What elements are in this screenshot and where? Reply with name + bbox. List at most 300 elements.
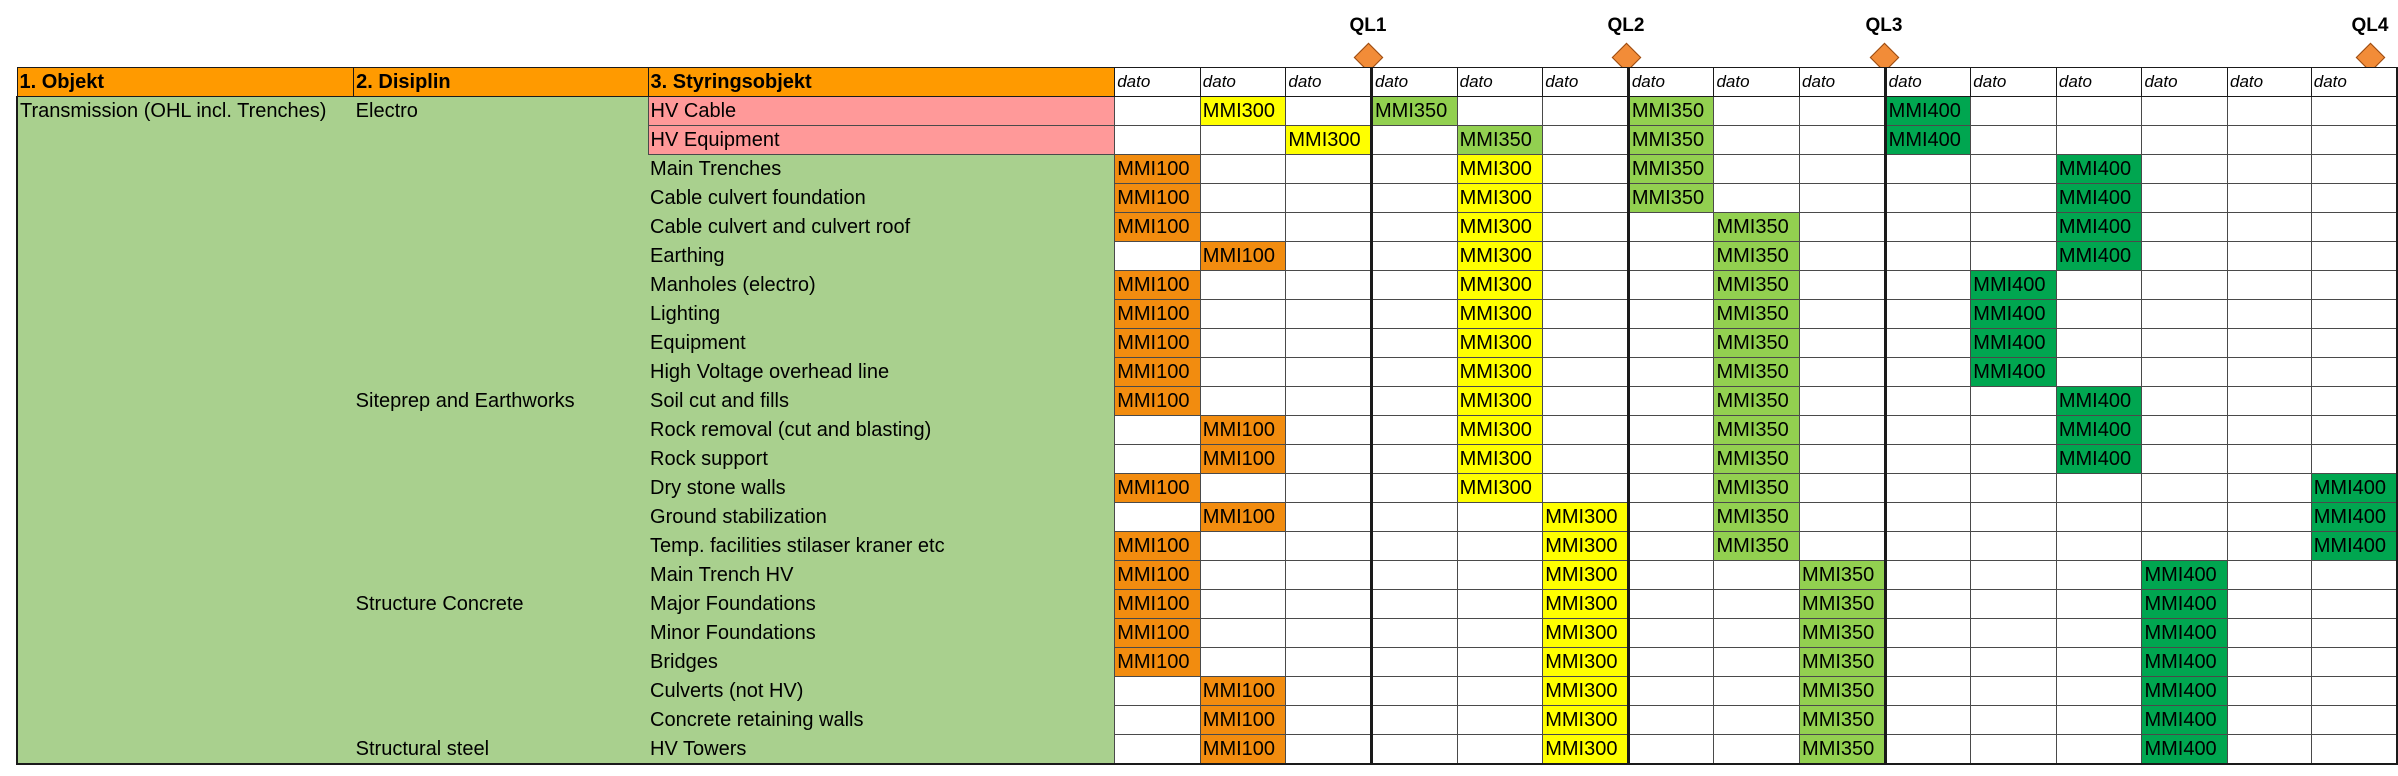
empty-date-cell[interactable] <box>2142 358 2228 387</box>
empty-date-cell[interactable] <box>1200 619 1286 648</box>
mmi-cell[interactable]: MMI350 <box>1714 445 1800 474</box>
empty-date-cell[interactable] <box>1543 416 1629 445</box>
empty-date-cell[interactable] <box>1971 387 2057 416</box>
mmi-cell[interactable]: MMI350 <box>1800 590 1886 619</box>
styringsobjekt-cell[interactable]: Dry stone walls <box>648 474 1115 503</box>
empty-date-cell[interactable] <box>2056 97 2142 126</box>
empty-date-cell[interactable] <box>2228 619 2312 648</box>
empty-date-cell[interactable] <box>1628 416 1714 445</box>
mmi-cell[interactable]: MMI300 <box>1457 358 1543 387</box>
mmi-cell[interactable]: MMI350 <box>1628 155 1714 184</box>
empty-date-cell[interactable] <box>1714 590 1800 619</box>
empty-date-cell[interactable] <box>2228 590 2312 619</box>
empty-date-cell[interactable] <box>2228 706 2312 735</box>
disiplin-cell[interactable] <box>354 474 648 503</box>
mmi-cell[interactable]: MMI350 <box>1714 503 1800 532</box>
disiplin-cell[interactable] <box>354 155 648 184</box>
empty-date-cell[interactable] <box>1372 503 1458 532</box>
empty-date-cell[interactable] <box>2228 271 2312 300</box>
empty-date-cell[interactable] <box>1115 126 1201 155</box>
mmi-cell[interactable]: MMI300 <box>1286 126 1372 155</box>
empty-date-cell[interactable] <box>1372 126 1458 155</box>
empty-date-cell[interactable] <box>2311 590 2397 619</box>
mmi-cell[interactable]: MMI400 <box>2142 735 2228 765</box>
disiplin-cell[interactable] <box>354 532 648 561</box>
empty-date-cell[interactable] <box>2311 677 2397 706</box>
empty-date-cell[interactable] <box>1200 532 1286 561</box>
empty-date-cell[interactable] <box>1543 213 1629 242</box>
mmi-cell[interactable]: MMI100 <box>1115 619 1201 648</box>
empty-date-cell[interactable] <box>2056 590 2142 619</box>
empty-date-cell[interactable] <box>1971 97 2057 126</box>
empty-date-cell[interactable] <box>1971 619 2057 648</box>
mmi-cell[interactable]: MMI400 <box>2311 503 2397 532</box>
date-header-12[interactable]: dato <box>2056 68 2142 97</box>
disiplin-cell[interactable] <box>354 503 648 532</box>
empty-date-cell[interactable] <box>1286 387 1372 416</box>
empty-date-cell[interactable] <box>1971 532 2057 561</box>
mmi-cell[interactable]: MMI400 <box>2056 416 2142 445</box>
empty-date-cell[interactable] <box>1200 126 1286 155</box>
empty-date-cell[interactable] <box>1372 184 1458 213</box>
empty-date-cell[interactable] <box>1800 329 1886 358</box>
empty-date-cell[interactable] <box>2142 97 2228 126</box>
styringsobjekt-cell[interactable]: High Voltage overhead line <box>648 358 1115 387</box>
mmi-cell[interactable]: MMI400 <box>2142 590 2228 619</box>
date-header-4[interactable]: dato <box>1372 68 1458 97</box>
mmi-cell[interactable]: MMI100 <box>1200 242 1286 271</box>
empty-date-cell[interactable] <box>1628 474 1714 503</box>
empty-date-cell[interactable] <box>2056 561 2142 590</box>
date-header-15[interactable]: dato <box>2311 68 2397 97</box>
empty-date-cell[interactable] <box>1971 474 2057 503</box>
date-header-10[interactable]: dato <box>1885 68 1971 97</box>
empty-date-cell[interactable] <box>1885 677 1971 706</box>
mmi-cell[interactable]: MMI400 <box>2056 155 2142 184</box>
mmi-cell[interactable]: MMI350 <box>1372 97 1458 126</box>
styringsobjekt-cell[interactable]: Minor Foundations <box>648 619 1115 648</box>
empty-date-cell[interactable] <box>1543 358 1629 387</box>
mmi-cell[interactable]: MMI350 <box>1800 735 1886 765</box>
disiplin-cell[interactable] <box>354 706 648 735</box>
mmi-cell[interactable]: MMI100 <box>1115 271 1201 300</box>
empty-date-cell[interactable] <box>1200 648 1286 677</box>
empty-date-cell[interactable] <box>1971 735 2057 765</box>
disiplin-cell[interactable] <box>354 184 648 213</box>
empty-date-cell[interactable] <box>1885 590 1971 619</box>
empty-date-cell[interactable] <box>1115 97 1201 126</box>
mmi-cell[interactable]: MMI300 <box>1457 184 1543 213</box>
date-header-9[interactable]: dato <box>1800 68 1886 97</box>
styringsobjekt-cell[interactable]: Culverts (not HV) <box>648 677 1115 706</box>
empty-date-cell[interactable] <box>1286 213 1372 242</box>
empty-date-cell[interactable] <box>1714 126 1800 155</box>
empty-date-cell[interactable] <box>1543 242 1629 271</box>
empty-date-cell[interactable] <box>1885 503 1971 532</box>
mmi-cell[interactable]: MMI350 <box>1628 97 1714 126</box>
mmi-cell[interactable]: MMI350 <box>1714 242 1800 271</box>
empty-date-cell[interactable] <box>1800 416 1886 445</box>
empty-date-cell[interactable] <box>1800 358 1886 387</box>
empty-date-cell[interactable] <box>1543 445 1629 474</box>
empty-date-cell[interactable] <box>1885 445 1971 474</box>
empty-date-cell[interactable] <box>1628 242 1714 271</box>
empty-date-cell[interactable] <box>2311 184 2397 213</box>
mmi-cell[interactable]: MMI400 <box>2311 474 2397 503</box>
empty-date-cell[interactable] <box>1800 503 1886 532</box>
styringsobjekt-cell[interactable]: HV Equipment <box>648 126 1115 155</box>
empty-date-cell[interactable] <box>1457 97 1543 126</box>
mmi-cell[interactable]: MMI300 <box>1543 648 1629 677</box>
mmi-cell[interactable]: MMI300 <box>1457 445 1543 474</box>
styringsobjekt-cell[interactable]: Rock support <box>648 445 1115 474</box>
empty-date-cell[interactable] <box>1457 735 1543 765</box>
empty-date-cell[interactable] <box>1714 706 1800 735</box>
empty-date-cell[interactable] <box>1800 474 1886 503</box>
styringsobjekt-cell[interactable]: Main Trenches <box>648 155 1115 184</box>
disiplin-cell[interactable] <box>354 648 648 677</box>
empty-date-cell[interactable] <box>2228 213 2312 242</box>
mmi-cell[interactable]: MMI350 <box>1800 561 1886 590</box>
objekt-cell[interactable] <box>17 387 354 416</box>
empty-date-cell[interactable] <box>1628 271 1714 300</box>
empty-date-cell[interactable] <box>2142 503 2228 532</box>
objekt-cell[interactable]: Transmission (OHL incl. Trenches) <box>17 97 354 126</box>
mmi-cell[interactable]: MMI350 <box>1628 184 1714 213</box>
empty-date-cell[interactable] <box>1372 648 1458 677</box>
empty-date-cell[interactable] <box>1885 735 1971 765</box>
mmi-cell[interactable]: MMI400 <box>2056 213 2142 242</box>
empty-date-cell[interactable] <box>2311 271 2397 300</box>
mmi-cell[interactable]: MMI300 <box>1457 329 1543 358</box>
mmi-cell[interactable]: MMI300 <box>1457 271 1543 300</box>
empty-date-cell[interactable] <box>1971 155 2057 184</box>
empty-date-cell[interactable] <box>2056 677 2142 706</box>
objekt-cell[interactable] <box>17 561 354 590</box>
disiplin-cell[interactable]: Structure Concrete <box>354 590 648 619</box>
empty-date-cell[interactable] <box>1200 387 1286 416</box>
mmi-cell[interactable]: MMI350 <box>1800 677 1886 706</box>
empty-date-cell[interactable] <box>1372 474 1458 503</box>
empty-date-cell[interactable] <box>1200 474 1286 503</box>
empty-date-cell[interactable] <box>1115 416 1201 445</box>
empty-date-cell[interactable] <box>1457 590 1543 619</box>
empty-date-cell[interactable] <box>2056 474 2142 503</box>
mmi-cell[interactable]: MMI300 <box>1200 97 1286 126</box>
empty-date-cell[interactable] <box>1714 677 1800 706</box>
mmi-cell[interactable]: MMI100 <box>1115 590 1201 619</box>
empty-date-cell[interactable] <box>1115 445 1201 474</box>
empty-date-cell[interactable] <box>2056 648 2142 677</box>
empty-date-cell[interactable] <box>2311 387 2397 416</box>
empty-date-cell[interactable] <box>1628 213 1714 242</box>
empty-date-cell[interactable] <box>1200 358 1286 387</box>
empty-date-cell[interactable] <box>1971 677 2057 706</box>
empty-date-cell[interactable] <box>1286 503 1372 532</box>
empty-date-cell[interactable] <box>2311 706 2397 735</box>
mmi-cell[interactable]: MMI300 <box>1543 735 1629 765</box>
empty-date-cell[interactable] <box>1543 126 1629 155</box>
mmi-cell[interactable]: MMI300 <box>1457 300 1543 329</box>
empty-date-cell[interactable] <box>1800 126 1886 155</box>
styringsobjekt-cell[interactable]: Equipment <box>648 329 1115 358</box>
empty-date-cell[interactable] <box>1372 416 1458 445</box>
empty-date-cell[interactable] <box>1372 329 1458 358</box>
empty-date-cell[interactable] <box>2056 126 2142 155</box>
empty-date-cell[interactable] <box>2228 358 2312 387</box>
empty-date-cell[interactable] <box>2228 184 2312 213</box>
date-header-2[interactable]: dato <box>1200 68 1286 97</box>
empty-date-cell[interactable] <box>1628 387 1714 416</box>
date-header-5[interactable]: dato <box>1457 68 1543 97</box>
mmi-cell[interactable]: MMI350 <box>1800 648 1886 677</box>
empty-date-cell[interactable] <box>1286 155 1372 184</box>
empty-date-cell[interactable] <box>2228 735 2312 765</box>
empty-date-cell[interactable] <box>2311 619 2397 648</box>
empty-date-cell[interactable] <box>1885 155 1971 184</box>
empty-date-cell[interactable] <box>1971 416 2057 445</box>
empty-date-cell[interactable] <box>1200 213 1286 242</box>
styringsobjekt-cell[interactable]: Major Foundations <box>648 590 1115 619</box>
empty-date-cell[interactable] <box>2311 155 2397 184</box>
disiplin-cell[interactable]: Electro <box>354 97 648 126</box>
empty-date-cell[interactable] <box>2228 503 2312 532</box>
mmi-cell[interactable]: MMI100 <box>1200 416 1286 445</box>
empty-date-cell[interactable] <box>1286 97 1372 126</box>
disiplin-cell[interactable] <box>354 271 648 300</box>
empty-date-cell[interactable] <box>1200 184 1286 213</box>
empty-date-cell[interactable] <box>1628 706 1714 735</box>
empty-date-cell[interactable] <box>1628 561 1714 590</box>
empty-date-cell[interactable] <box>1372 300 1458 329</box>
empty-date-cell[interactable] <box>2142 387 2228 416</box>
empty-date-cell[interactable] <box>2142 329 2228 358</box>
empty-date-cell[interactable] <box>2311 416 2397 445</box>
mmi-cell[interactable]: MMI400 <box>2311 532 2397 561</box>
empty-date-cell[interactable] <box>2311 329 2397 358</box>
empty-date-cell[interactable] <box>1800 97 1886 126</box>
empty-date-cell[interactable] <box>1800 532 1886 561</box>
mmi-cell[interactable]: MMI300 <box>1543 677 1629 706</box>
objekt-cell[interactable] <box>17 648 354 677</box>
empty-date-cell[interactable] <box>1372 271 1458 300</box>
mmi-cell[interactable]: MMI100 <box>1200 735 1286 765</box>
empty-date-cell[interactable] <box>2311 561 2397 590</box>
empty-date-cell[interactable] <box>1457 561 1543 590</box>
objekt-cell[interactable] <box>17 619 354 648</box>
header-styringsobjekt[interactable]: 3. Styringsobjekt <box>648 68 1115 97</box>
objekt-cell[interactable] <box>17 329 354 358</box>
empty-date-cell[interactable] <box>1286 532 1372 561</box>
empty-date-cell[interactable] <box>2142 126 2228 155</box>
styringsobjekt-cell[interactable]: Concrete retaining walls <box>648 706 1115 735</box>
empty-date-cell[interactable] <box>1372 387 1458 416</box>
disiplin-cell[interactable] <box>354 445 648 474</box>
empty-date-cell[interactable] <box>1543 300 1629 329</box>
empty-date-cell[interactable] <box>1286 474 1372 503</box>
objekt-cell[interactable] <box>17 358 354 387</box>
mmi-cell[interactable]: MMI400 <box>1971 300 2057 329</box>
styringsobjekt-cell[interactable]: HV Towers <box>648 735 1115 765</box>
objekt-cell[interactable] <box>17 213 354 242</box>
empty-date-cell[interactable] <box>1286 445 1372 474</box>
empty-date-cell[interactable] <box>1971 561 2057 590</box>
mmi-cell[interactable]: MMI400 <box>2056 445 2142 474</box>
empty-date-cell[interactable] <box>1800 445 1886 474</box>
empty-date-cell[interactable] <box>1115 242 1201 271</box>
disiplin-cell[interactable] <box>354 561 648 590</box>
empty-date-cell[interactable] <box>1628 300 1714 329</box>
empty-date-cell[interactable] <box>2056 329 2142 358</box>
objekt-cell[interactable] <box>17 242 354 271</box>
empty-date-cell[interactable] <box>1971 706 2057 735</box>
mmi-cell[interactable]: MMI400 <box>1885 97 1971 126</box>
empty-date-cell[interactable] <box>1543 184 1629 213</box>
empty-date-cell[interactable] <box>1800 213 1886 242</box>
mmi-cell[interactable]: MMI350 <box>1628 126 1714 155</box>
empty-date-cell[interactable] <box>2142 300 2228 329</box>
mmi-cell[interactable]: MMI400 <box>1971 358 2057 387</box>
empty-date-cell[interactable] <box>2311 242 2397 271</box>
empty-date-cell[interactable] <box>1457 677 1543 706</box>
mmi-cell[interactable]: MMI100 <box>1200 503 1286 532</box>
empty-date-cell[interactable] <box>2228 648 2312 677</box>
empty-date-cell[interactable] <box>1200 329 1286 358</box>
mmi-cell[interactable]: MMI100 <box>1115 532 1201 561</box>
empty-date-cell[interactable] <box>2311 445 2397 474</box>
empty-date-cell[interactable] <box>2142 532 2228 561</box>
date-header-7[interactable]: dato <box>1628 68 1714 97</box>
mmi-cell[interactable]: MMI400 <box>2142 706 2228 735</box>
empty-date-cell[interactable] <box>1115 503 1201 532</box>
styringsobjekt-cell[interactable]: Cable culvert foundation <box>648 184 1115 213</box>
date-header-14[interactable]: dato <box>2228 68 2312 97</box>
mmi-cell[interactable]: MMI300 <box>1543 561 1629 590</box>
mmi-cell[interactable]: MMI350 <box>1800 619 1886 648</box>
empty-date-cell[interactable] <box>1286 735 1372 765</box>
empty-date-cell[interactable] <box>1286 300 1372 329</box>
mmi-cell[interactable]: MMI300 <box>1457 213 1543 242</box>
disiplin-cell[interactable]: Siteprep and Earthworks <box>354 387 648 416</box>
empty-date-cell[interactable] <box>1714 155 1800 184</box>
mmi-cell[interactable]: MMI300 <box>1543 706 1629 735</box>
empty-date-cell[interactable] <box>1800 271 1886 300</box>
mmi-cell[interactable]: MMI350 <box>1457 126 1543 155</box>
empty-date-cell[interactable] <box>1457 532 1543 561</box>
empty-date-cell[interactable] <box>2228 126 2312 155</box>
empty-date-cell[interactable] <box>2142 416 2228 445</box>
empty-date-cell[interactable] <box>1885 416 1971 445</box>
empty-date-cell[interactable] <box>1971 242 2057 271</box>
empty-date-cell[interactable] <box>1885 474 1971 503</box>
empty-date-cell[interactable] <box>1971 184 2057 213</box>
mmi-cell[interactable]: MMI350 <box>1714 358 1800 387</box>
empty-date-cell[interactable] <box>1543 387 1629 416</box>
empty-date-cell[interactable] <box>1885 619 1971 648</box>
empty-date-cell[interactable] <box>1628 532 1714 561</box>
empty-date-cell[interactable] <box>1543 329 1629 358</box>
empty-date-cell[interactable] <box>1714 619 1800 648</box>
empty-date-cell[interactable] <box>1628 648 1714 677</box>
mmi-cell[interactable]: MMI100 <box>1115 474 1201 503</box>
mmi-cell[interactable]: MMI400 <box>2056 242 2142 271</box>
empty-date-cell[interactable] <box>2311 213 2397 242</box>
empty-date-cell[interactable] <box>2228 155 2312 184</box>
objekt-cell[interactable] <box>17 445 354 474</box>
empty-date-cell[interactable] <box>1885 242 1971 271</box>
styringsobjekt-cell[interactable]: Main Trench HV <box>648 561 1115 590</box>
mmi-cell[interactable]: MMI350 <box>1714 474 1800 503</box>
mmi-cell[interactable]: MMI300 <box>1457 474 1543 503</box>
empty-date-cell[interactable] <box>1628 329 1714 358</box>
mmi-cell[interactable]: MMI100 <box>1200 677 1286 706</box>
empty-date-cell[interactable] <box>2311 126 2397 155</box>
empty-date-cell[interactable] <box>1800 387 1886 416</box>
empty-date-cell[interactable] <box>1200 155 1286 184</box>
styringsobjekt-cell[interactable]: Manholes (electro) <box>648 271 1115 300</box>
mmi-cell[interactable]: MMI100 <box>1115 561 1201 590</box>
mmi-cell[interactable]: MMI100 <box>1200 445 1286 474</box>
mmi-cell[interactable]: MMI350 <box>1714 387 1800 416</box>
mmi-cell[interactable]: MMI400 <box>1885 126 1971 155</box>
mmi-cell[interactable]: MMI350 <box>1714 416 1800 445</box>
empty-date-cell[interactable] <box>2142 213 2228 242</box>
empty-date-cell[interactable] <box>1714 648 1800 677</box>
objekt-cell[interactable] <box>17 532 354 561</box>
empty-date-cell[interactable] <box>1286 648 1372 677</box>
empty-date-cell[interactable] <box>1971 126 2057 155</box>
empty-date-cell[interactable] <box>2228 474 2312 503</box>
styringsobjekt-cell[interactable]: Ground stabilization <box>648 503 1115 532</box>
disiplin-cell[interactable] <box>354 677 648 706</box>
empty-date-cell[interactable] <box>1800 155 1886 184</box>
empty-date-cell[interactable] <box>1714 97 1800 126</box>
empty-date-cell[interactable] <box>1115 706 1201 735</box>
mmi-cell[interactable]: MMI300 <box>1543 590 1629 619</box>
disiplin-cell[interactable] <box>354 329 648 358</box>
mmi-cell[interactable]: MMI350 <box>1714 300 1800 329</box>
mmi-cell[interactable]: MMI100 <box>1115 213 1201 242</box>
empty-date-cell[interactable] <box>2228 677 2312 706</box>
empty-date-cell[interactable] <box>1628 358 1714 387</box>
empty-date-cell[interactable] <box>1628 677 1714 706</box>
empty-date-cell[interactable] <box>1372 213 1458 242</box>
empty-date-cell[interactable] <box>1286 242 1372 271</box>
empty-date-cell[interactable] <box>1372 706 1458 735</box>
empty-date-cell[interactable] <box>1286 271 1372 300</box>
empty-date-cell[interactable] <box>1885 184 1971 213</box>
mmi-cell[interactable]: MMI300 <box>1457 155 1543 184</box>
empty-date-cell[interactable] <box>2311 97 2397 126</box>
empty-date-cell[interactable] <box>1628 445 1714 474</box>
mmi-cell[interactable]: MMI100 <box>1115 358 1201 387</box>
empty-date-cell[interactable] <box>1200 590 1286 619</box>
disiplin-cell[interactable] <box>354 242 648 271</box>
mmi-cell[interactable]: MMI100 <box>1115 387 1201 416</box>
date-header-13[interactable]: dato <box>2142 68 2228 97</box>
empty-date-cell[interactable] <box>2228 242 2312 271</box>
empty-date-cell[interactable] <box>1372 590 1458 619</box>
empty-date-cell[interactable] <box>1800 300 1886 329</box>
empty-date-cell[interactable] <box>1628 503 1714 532</box>
header-disiplin[interactable]: 2. Disiplin <box>354 68 648 97</box>
empty-date-cell[interactable] <box>1372 561 1458 590</box>
empty-date-cell[interactable] <box>2056 358 2142 387</box>
empty-date-cell[interactable] <box>2311 300 2397 329</box>
mmi-cell[interactable]: MMI400 <box>2142 561 2228 590</box>
empty-date-cell[interactable] <box>2228 416 2312 445</box>
empty-date-cell[interactable] <box>1372 735 1458 765</box>
